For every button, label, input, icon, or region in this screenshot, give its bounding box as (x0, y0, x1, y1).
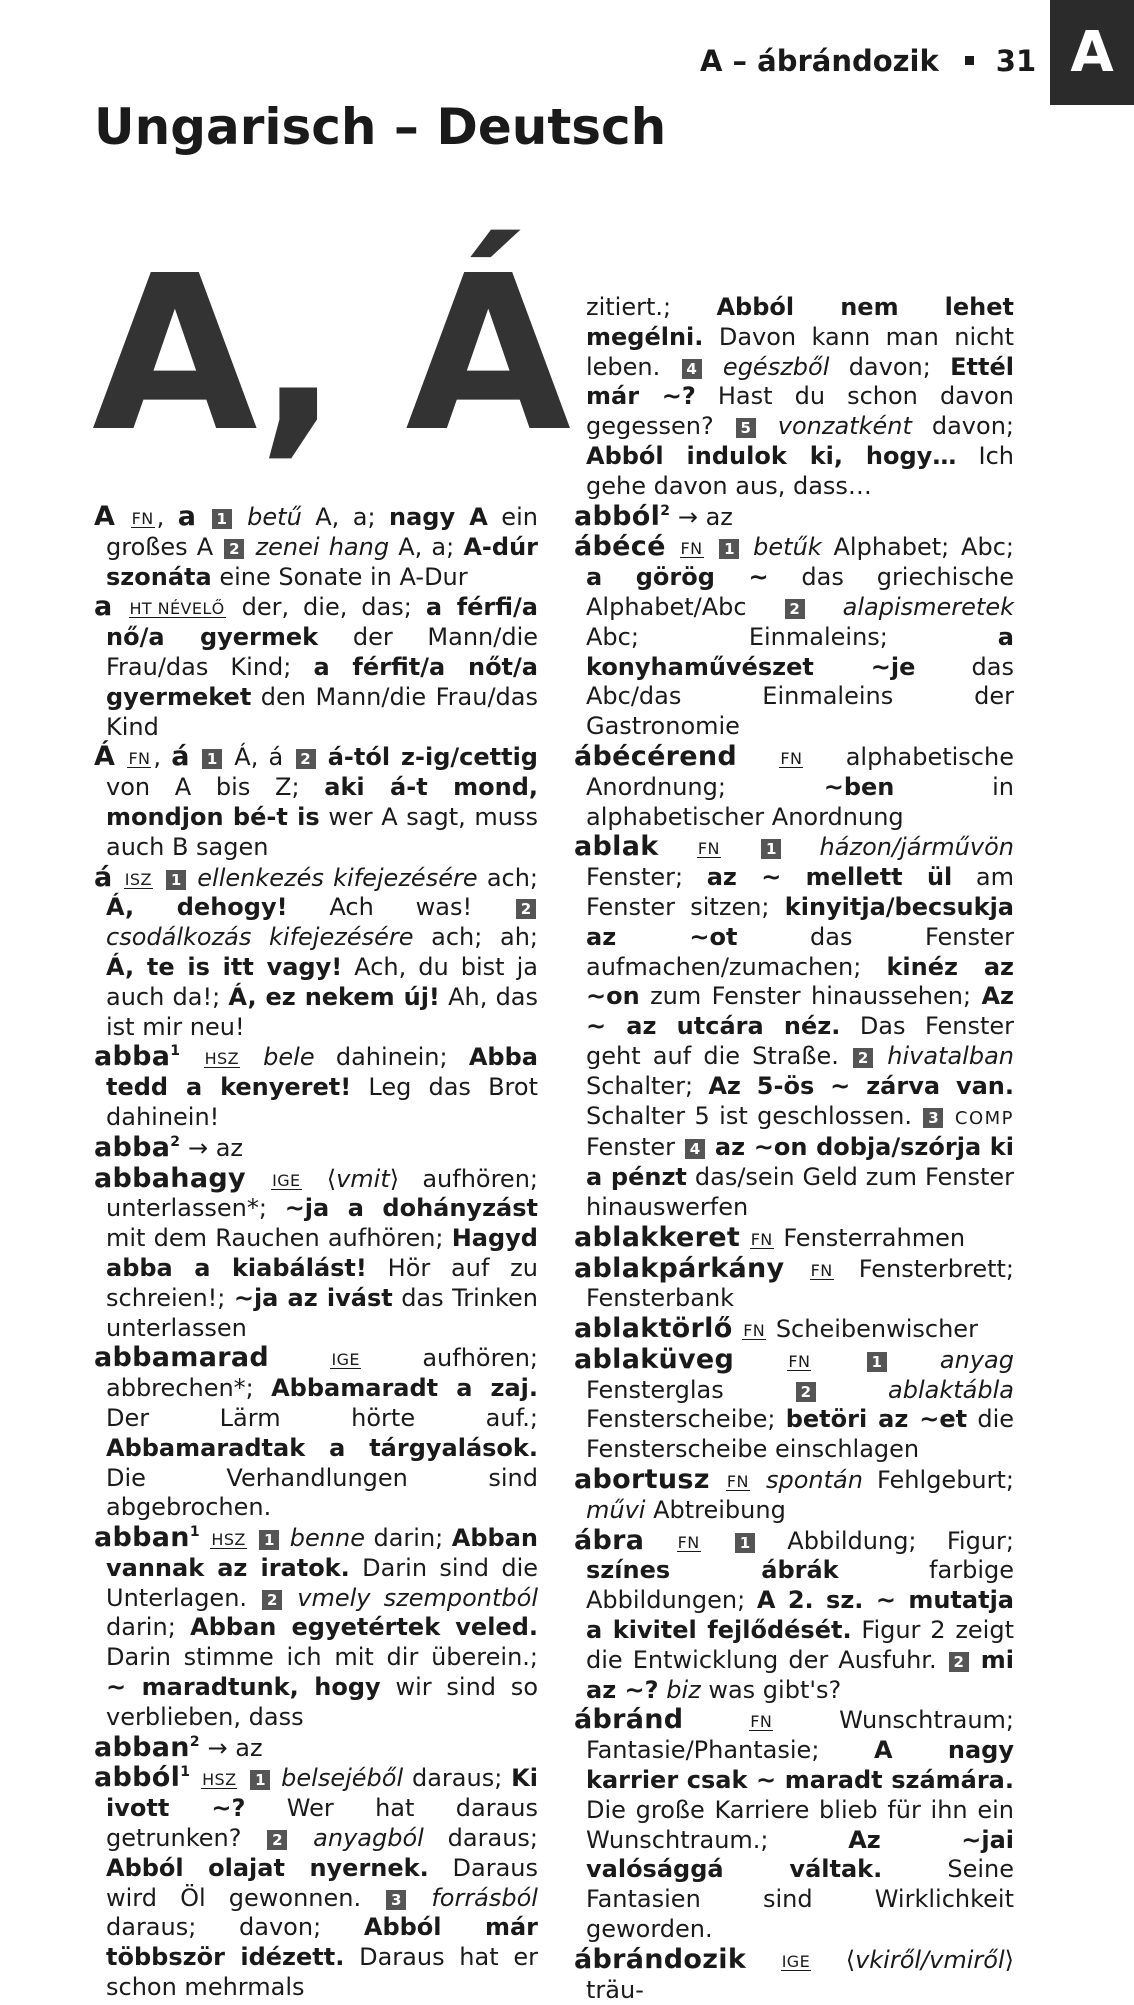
column-right (574, 293, 1014, 2005)
running-head-text: A – ábrándozik (700, 44, 939, 78)
entry-abortusz: abortusz FN spontán Fehlgeburt; művi Abtreibung (574, 1464, 1014, 1524)
thumb-index-tab[interactable]: A (1050, 0, 1134, 105)
entry-abbahagy: abbahagy IGE ⟨vmit⟩ aufhören; unterlassen*; ~ja a dohányzást mit dem Rauchen aufhören; Hagyd abba a kiabálást! Hör auf zu schreien!; ~ja az ivást das Trinken unterlassen (94, 1162, 538, 1342)
running-head (700, 44, 1037, 78)
big-letter-heading: A, Á (92, 230, 568, 479)
entry-abba1: abba$^1$ HSZ bele dahinein; Abba tedd a kenyeret! Leg das Brot dahinein! (94, 1041, 538, 1131)
entry-ablak: ablak FN 1 házon/járművön Fenster; az ~ mellett ül am Fenster sitzen; kinyitja/becsukja az ~ot das Fenster aufmachen/zumachen; kinéz az ~on zum Fenster hinaussehen; Az ~ az utcára néz. Das Fenster geht auf die Straße. 2 hivatalban Schalter; Az 5-ös ~ zárva van. Schalter 5 ist geschlossen. 3 COMP Fenster 4 az ~on dobja/szórja ki a pénzt das/sein Geld zum Fenster hinauswerfen (574, 831, 1015, 1221)
entry-abban1: abban$^1$ HSZ 1 benne darin; Abban vannak az iratok. Darin sind die Unterlagen. 2 vmely szempontból darin; Abban egyetértek veled. Darin stimme ich mit dir überein.; ~ maradtunk, hogy wir sind so verblieben, dass (94, 1522, 539, 1731)
entry-abece: ábécé FN 1 betűk Alphabet; Abc; a görög ~ das griechische Alphabet/Abc 2 alapismeretek Abc; Einmaleins; a konyhaművészet ~je das Abc/das Einmaleins der Gastronomie (574, 531, 1014, 741)
entry-abban2: abban$^2$ → az (94, 1731, 263, 1763)
entry-ablaktorlo: ablaktörlő FN Scheibenwischer (574, 1313, 978, 1345)
entry-A: A FN , a 1 betű A, a; nagy A ein großes A 2 zenei hang A, a; A-dúr szonáta eine Sonate in A-Dur (94, 501, 538, 591)
entry-a-acute: á ISZ 1 ellenkezés kifejezésére ach; Á, dehogy! Ach was! 2 csodálkozás kifejezésére ach; ah; Á, te is itt vagy! Ach, du bist ja auch da!; Á, ez nekem új! Ah, das ist mir neu! (94, 861, 539, 1041)
entry-abbol2: abból$^2$ → az (574, 500, 733, 532)
entry-abba2: abba$^2$ → az (94, 1131, 244, 1163)
column-left (94, 502, 538, 2003)
entry-ablakparkany: ablakpárkány FN Fensterbrett; Fensterbank (574, 1252, 1014, 1313)
entry-a: a HT NÉVELŐ der, die, das; a férfi/a nő/a gyermek der Mann/die Frau/das Kind; a férfit/a nőt/a gyermeket den Mann/die Frau/das Kind (94, 591, 539, 741)
entry-abbamarad: abbamarad IGE aufhören; abbrechen*; Abbamaradt a zaj. Der Lärm hörte auf.; Abbamaradtak a tárgyalások. Die Verhandlungen sind abgebrochen. (94, 1342, 538, 1522)
entry-abbol1: abból$^1$ HSZ 1 belsejéből daraus; Ki ivott ~? Wer hat daraus getrunken? 2 anyagból daraus; Abból olajat nyernek. Daraus wird Öl gewonnen. 3 forrásból daraus; davon; Abból már többször idézett. Daraus hat er schon mehrmals (94, 1762, 539, 2002)
section-title: Ungarisch – Deutsch (94, 98, 667, 156)
entry-abrandozik: ábrándozik IGE ⟨vkiről/vmiről⟩ träu- (574, 1943, 1014, 2004)
separator-square-icon (965, 56, 974, 65)
page-number: 31 (995, 44, 1037, 78)
entry-abecerend: ábécérend FN alphabetische Anordnung; ~ben in alphabetischer Anordnung (574, 740, 1014, 831)
entry-ablakkeret: ablakkeret FN Fensterrahmen (574, 1221, 966, 1253)
entry-A-acute: Á FN , á 1 Á, á 2 á-tól z-ig/cettig von A bis Z; aki á-t mond, mondjon bé-t is wer A sagt, muss auch B sagen (94, 741, 538, 861)
entry-ablakuveg: ablaküveg FN 1 anyag Fensterglas 2 ablaktábla Fensterscheibe; betöri az ~et die Fensterscheibe einschlagen (574, 1343, 1015, 1464)
entry-abbol1-continued: zitiert.; Abból nem lehet megélni. Davon kann man nicht leben. 4 egészből davon; Ettél már ~? Hast du schon davon gegessen? 5 vonzatként davon; Abból indulok ki, hogy… Ich gehe davon aus, dass… (586, 293, 1014, 500)
entry-abra: ábra FN 1 Abbildung; Figur; színes ábrák farbige Abbildungen; A 2. sz. ~ mutatja a kivitel fejlődését. Figur 2 zeigt die Entwicklung der Ausfuhr. 2 mi az ~? biz was gibt's? (574, 1524, 1014, 1704)
entry-abrand: ábránd FN Wunschtraum; Fantasie/Phantasie; A nagy karrier csak ~ maradt számára. Die große Karriere blieb für ihn ein Wunschtraum.; Az ~jai valósággá váltak. Seine Fantasien sind Wirklichkeit geworden. (574, 1704, 1014, 1944)
